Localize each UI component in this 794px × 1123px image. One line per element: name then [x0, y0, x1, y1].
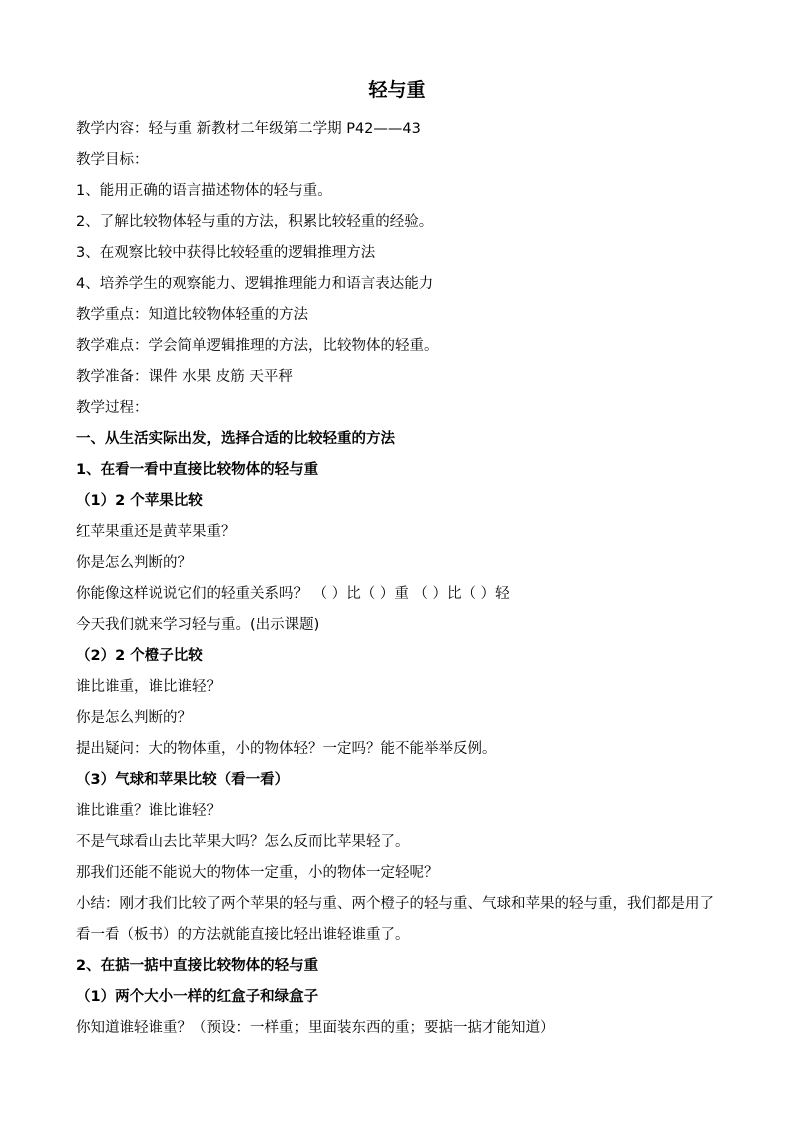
subsection-heading: 1、在看一看中直接比较物体的轻与重 — [76, 462, 319, 478]
text-line: 教学重点：知道比较物体轻重的方法 — [76, 307, 308, 323]
subsection-heading: （3）气球和苹果比较（看一看） — [76, 772, 290, 788]
subsection-heading: （2）2 个橙子比较 — [76, 648, 203, 664]
text-line: 1、能用正确的语言描述物体的轻与重。 — [76, 183, 332, 199]
text-line: 提出疑问：大的物体重，小的物体轻？一定吗？能不能举举反例。 — [76, 741, 497, 757]
text-line: 3、在观察比较中获得比较轻重的逻辑推理方法 — [76, 245, 376, 261]
text-line: 谁比谁重？谁比谁轻？ — [76, 803, 221, 819]
text-line: 那我们还能不能说大的物体一定重，小的物体一定轻呢？ — [76, 865, 439, 881]
text-line: 教学内容：轻与重 新教材二年级第二学期 P42——43 — [76, 121, 421, 137]
text-line: 你知道谁轻谁重？（预设：一样重；里面装东西的重；要掂一掂才能知道） — [76, 1020, 555, 1036]
text-line: 你是怎么判断的？ — [76, 710, 192, 726]
text-line: 教学难点：学会简单逻辑推理的方法，比较物体的轻重。 — [76, 338, 439, 354]
text-line: 今天我们就来学习轻与重。(出示课题) — [76, 617, 320, 633]
text-line: 红苹果重还是黄苹果重？ — [76, 524, 236, 540]
text-line: 4、培养学生的观察能力、逻辑推理能力和语言表达能力 — [76, 276, 434, 292]
page-title: 轻与重 — [368, 79, 426, 101]
text-line: 你是怎么判断的？ — [76, 555, 192, 571]
text-line: 教学过程： — [76, 400, 149, 416]
summary-paragraph: 小结：刚才我们比较了两个苹果的轻与重、两个橙子的轻与重、气球和苹果的轻与重，我们都是用了看一看（板书）的方法就能直接比轻出谁轻谁重了。 — [76, 896, 714, 943]
text-line: 2、了解比较物体轻与重的方法，积累比较轻重的经验。 — [76, 214, 434, 230]
subsection-heading: （1）两个大小一样的红盒子和绿盒子 — [76, 989, 319, 1005]
subsection-heading: （1）2 个苹果比较 — [76, 493, 203, 509]
text-line: 不是气球看山去比苹果大吗？怎么反而比苹果轻了。 — [76, 834, 410, 850]
subsection-heading: 2、在掂一掂中直接比较物体的轻与重 — [76, 958, 319, 974]
text-line: 谁比谁重，谁比谁轻？ — [76, 679, 221, 695]
text-line: 教学目标： — [76, 152, 149, 168]
section-heading: 一、从生活实际出发，选择合适的比较轻重的方法 — [76, 431, 395, 447]
text-line: 你能像这样说说它们的轻重关系吗？ （ ）比（ ）重 （ ）比（ ）轻 — [76, 586, 510, 602]
text-line: 教学准备：课件 水果 皮筋 天平秤 — [76, 369, 293, 385]
